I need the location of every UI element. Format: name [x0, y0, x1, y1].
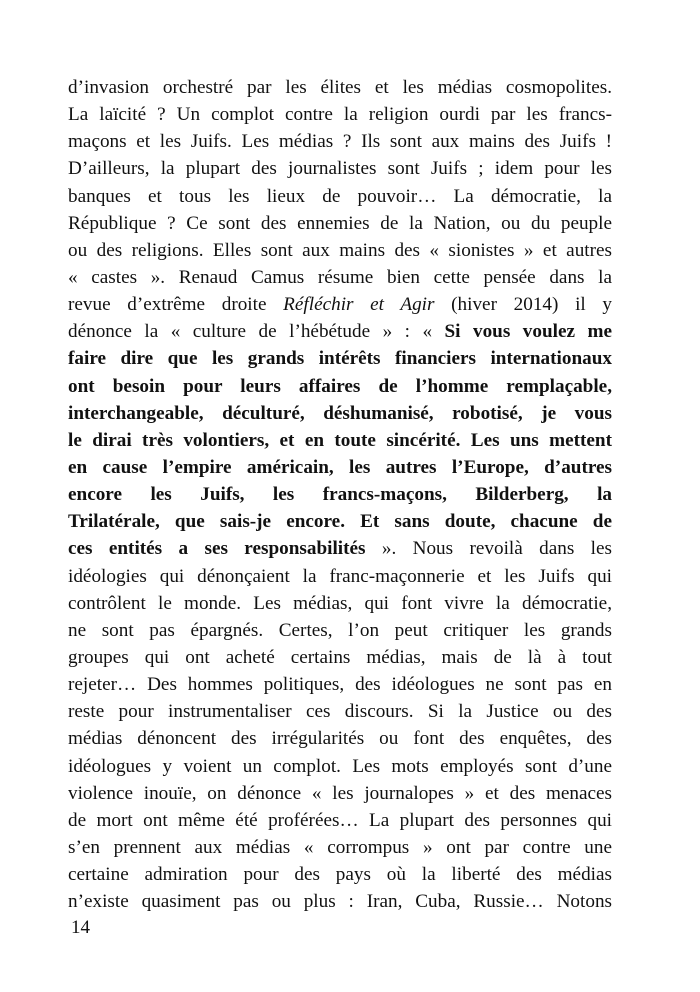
italic-title-text: Réfléchir et Agir — [283, 294, 435, 316]
text-span: d’invasion orchestré par les élites et les médias cosmopolites. — [68, 77, 612, 98]
text-span: banques et tous les lieux de pouvoir… La démocratie, la — [68, 185, 612, 207]
text-span: idéologues y voient un complot. Les mots employés sont d’une — [68, 755, 612, 777]
text-span: « castes ». Renaud Camus résume bien cette pensée dans la — [68, 266, 612, 288]
text-span: rejeter… Des hommes politiques, des idéologues ne sont pas en — [68, 674, 612, 696]
text-span: de mort ont même été proférées… La plupart des personnes qui — [68, 809, 612, 831]
text-span: violence inouïe, on dénonce « les journalopes » et des menaces — [68, 782, 612, 804]
text-span: D’ailleurs, la plupart des journalistes sont Juifs ; idem pour les — [68, 158, 612, 180]
text-span: s’en prennent aux médias « corrompus » ont par contre une — [68, 836, 612, 858]
text-line — [68, 155, 612, 182]
text-span: dénonce la « culture de l’hébétude » : « — [68, 321, 445, 343]
text-line — [68, 427, 612, 454]
text-span: contrôlent le monde. Les médias, qui font vivre la démocratie, — [68, 592, 612, 614]
text-line — [68, 617, 612, 644]
text-span: République ? Ce sont des ennemies de la Nation, ou du peuple — [68, 212, 612, 234]
text-line — [68, 861, 612, 888]
text-line — [68, 834, 612, 861]
text-span: idéologies qui dénonçaient la franc-maçonnerie et les Juifs qui — [68, 565, 612, 587]
text-line — [68, 128, 612, 155]
text-line — [68, 210, 612, 237]
bold-quote-text: Trilatérale, que sais-je encore. Et sans doute, chacune de — [68, 511, 612, 533]
bold-quote-text: faire dire que les grands intérêts financiers internationaux — [68, 348, 612, 370]
text-line — [68, 644, 612, 671]
text-line — [68, 318, 612, 345]
text-span: maçons et les Juifs. Les médias ? Ils sont aux mains des Juifs ! — [68, 131, 612, 153]
text-line — [68, 807, 612, 834]
text-line — [68, 780, 612, 807]
text-span: La laïcité ? Un complot contre la religion ourdi par les francs- — [68, 104, 612, 126]
bold-quote-text: ont besoin pour leurs affaires de l’homme remplaçable, — [68, 375, 612, 397]
text-line — [68, 590, 612, 617]
text-line — [68, 753, 612, 780]
text-line — [68, 671, 612, 698]
bold-quote-text: Si vous voulez me — [444, 321, 612, 343]
text-span: reste pour instrumentaliser ces discours. Si la Justice ou des — [68, 701, 612, 723]
bold-quote-text: ces entités a ses responsabilités — [68, 538, 366, 560]
text-span: ». Nous revoilà dans les — [365, 538, 612, 560]
text-line — [68, 698, 612, 725]
text-line — [68, 74, 612, 101]
text-span: (hiver 2014) il y — [434, 294, 613, 316]
text-line — [68, 508, 612, 535]
body-text — [68, 74, 612, 915]
text-line — [68, 101, 612, 128]
text-span: ne sont pas épargnés. Certes, l’on peut critiquer les grands — [68, 619, 612, 641]
text-span: n’existe quasiment pas ou plus : Iran, Cuba, Russie… Notons — [68, 891, 612, 913]
text-line — [68, 481, 612, 508]
text-line — [68, 345, 612, 372]
text-span: certaine admiration pour des pays où la liberté des médias — [68, 864, 612, 886]
text-line — [68, 264, 612, 291]
text-line — [68, 183, 612, 210]
text-line — [68, 454, 612, 481]
text-line — [68, 373, 612, 400]
text-line — [68, 237, 612, 264]
text-line — [68, 535, 612, 562]
bold-quote-text: encore les Juifs, les francs-maçons, Bilderberg, la — [68, 484, 612, 506]
text-span: ou des religions. Elles sont aux mains des « sionistes » et autres — [68, 239, 612, 261]
text-line — [68, 563, 612, 590]
text-span: médias dénoncent des irrégularités ou font des enquêtes, des — [68, 728, 612, 750]
page-body — [68, 74, 612, 915]
bold-quote-text: le dirai très volontiers, et en toute sincérité. Les uns mettent — [68, 429, 612, 451]
text-line — [68, 725, 612, 752]
text-line — [68, 291, 612, 318]
bold-quote-text: en cause l’empire américain, les autres l’Europe, d’autres — [68, 456, 612, 478]
bold-quote-text: interchangeable, déculturé, déshumanisé, robotisé, je vous — [68, 402, 612, 424]
text-line — [68, 888, 612, 915]
text-span: revue d’extrême droite — [68, 294, 284, 316]
text-line — [68, 400, 612, 427]
text-span: groupes qui ont acheté certains médias, mais de là à tout — [68, 646, 612, 668]
page-number: 14 — [71, 917, 90, 938]
